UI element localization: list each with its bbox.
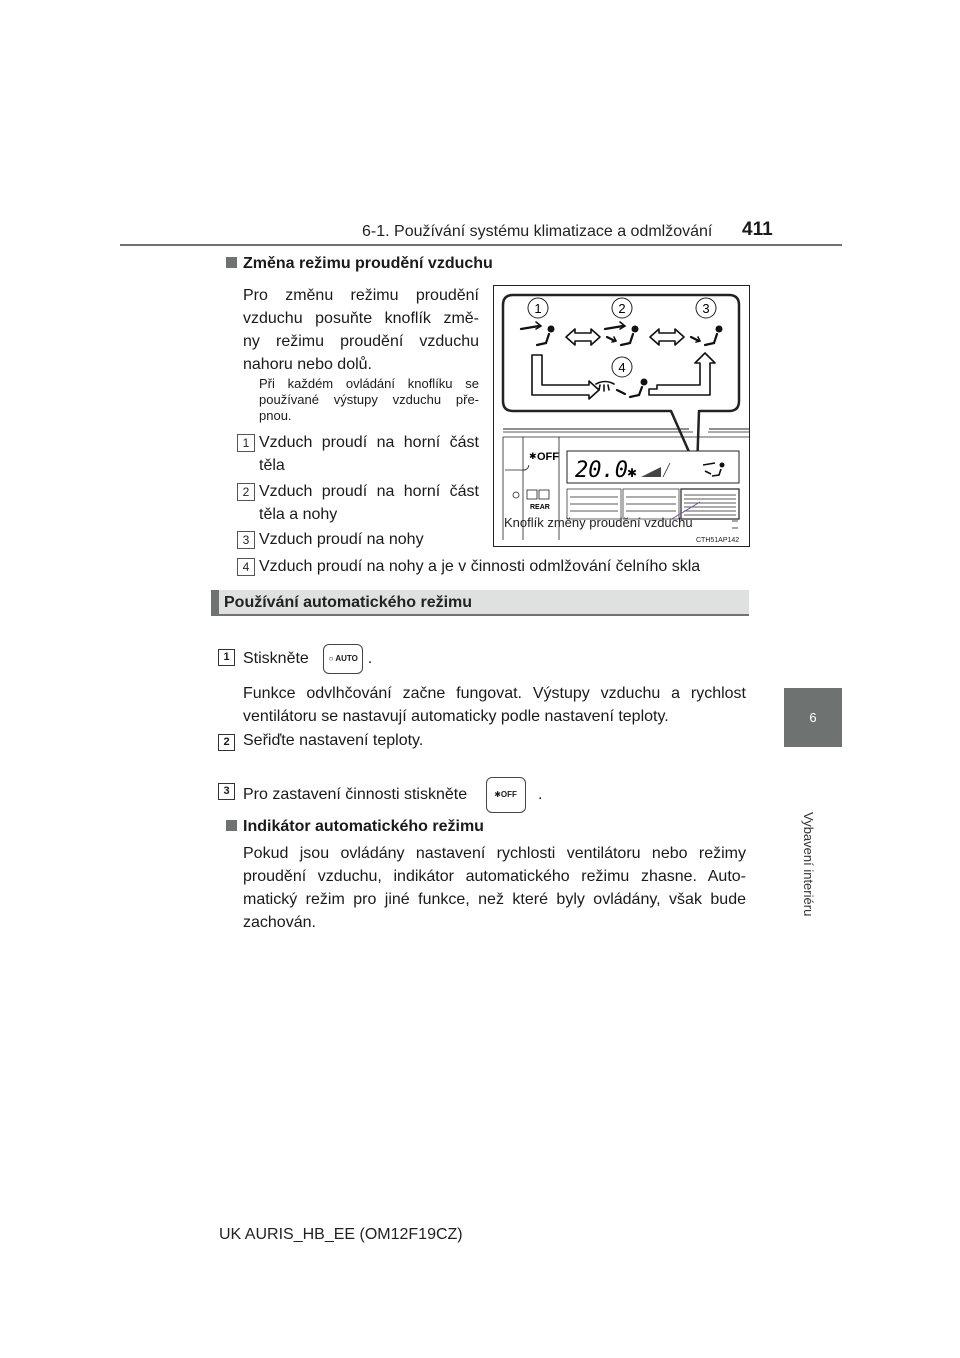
chapter-tab: 6 [784,688,842,747]
step-number: 3 [218,781,235,800]
step-3 [243,777,542,813]
note-line: Při každém ovládání knoflíku se [259,376,479,391]
svg-text:4: 4 [618,360,626,375]
step-2: Seřiďte nastavení teploty. [243,732,424,749]
airflow-heading [226,255,493,273]
auto-section-title: Používání automatického režimu [224,594,473,611]
step-1 [243,644,372,674]
desc-line: ventilátoru se nastavují automaticky podle nastavení teploty. [243,708,669,725]
step-text: Pro zastavení činnosti stiskněte [243,786,468,804]
knob-caption: Knoflík změny proudění vzduchu [504,515,693,530]
climate-panel-diagram [493,285,750,547]
svg-text:✱: ✱ [627,466,638,480]
item-number: 3 [237,531,255,549]
item-line: Vzduch proudí na horní část [259,483,479,500]
item-line: Vzduch proudí na nohy [259,531,424,548]
list-item [259,555,759,578]
header-rule [120,244,842,246]
step-punct: . [538,786,543,804]
desc-line: Funkce odvlhčování začne fungovat. Výstupy vzduchu a rychlost [243,685,746,702]
intro-line: Pro změnu režimu proudění [243,287,479,304]
svg-text:3: 3 [702,301,710,316]
step-number: 1 [218,647,235,666]
section-title: 6-1. Používání systému klimatizace a odmlžování [362,223,713,240]
item-line: Vzduch proudí na horní část [259,434,479,451]
page-number: 411 [742,219,773,240]
item-line: Vzduch proudí na nohy a je v činnosti odmlžování čelního skla [259,558,701,575]
svg-text:REAR: REAR [530,504,550,511]
intro-line: ny režimu proudění vzduchu [243,333,479,350]
airflow-figure [493,285,750,547]
indicator-heading [226,818,484,836]
item-number: 2 [237,483,255,501]
auto-button-icon: ○ AUTO [323,644,363,674]
display-temperature: 20.0 [575,458,628,483]
intro-line: nahoru nebo dolů. [243,356,372,373]
section-bar-accent [211,590,219,615]
intro-line: vzduchu posuňte knoflík změ- [243,310,479,327]
list-item [259,480,479,526]
figure-code: CTH51AP142 [696,537,740,544]
note-line: používané výstupy vzduchu pře- [259,392,479,407]
step-1-description [243,682,746,728]
section-bar-rule [211,614,749,616]
airflow-heading-text: Změna režimu proudění vzduchu [243,255,493,272]
svg-text:1: 1 [534,301,542,316]
indicator-line: matický režim pro jiné funkce, než které byly ovládány, však bude [243,891,746,908]
indicator-line: Pokud jsou ovládány nastavení rychlosti ventilátoru nebo režimy [243,845,746,862]
svg-text:OFF: OFF [537,451,559,463]
square-bullet-icon [226,820,237,831]
off-button-icon: ✱OFF [486,777,526,813]
indicator-heading-text: Indikátor automatického režimu [243,818,484,835]
indicator-line: proudění vzduchu, indikátor automatického režimu zhasne. Auto- [243,868,746,885]
chapter-label: Vybavení interiéru [801,812,816,917]
step-text: Stiskněte [243,650,309,668]
item-line: těla [259,457,285,474]
item-line: těla a nohy [259,506,338,523]
airflow-intro [243,284,479,376]
list-item [259,528,479,551]
svg-text:2: 2 [618,301,626,316]
svg-text:✱: ✱ [529,451,537,461]
square-bullet-icon [226,257,237,268]
indicator-text [243,842,746,934]
indicator-line: zachován. [243,914,316,931]
step-punct: . [367,650,373,668]
list-item [259,431,479,477]
footer-model: UK AURIS_HB_EE (OM12F19CZ) [219,1226,463,1243]
item-number: 1 [237,434,255,452]
airflow-note [259,376,479,424]
note-line: pnou. [259,408,292,423]
item-number: 4 [237,558,255,576]
step-number: 2 [218,732,235,751]
